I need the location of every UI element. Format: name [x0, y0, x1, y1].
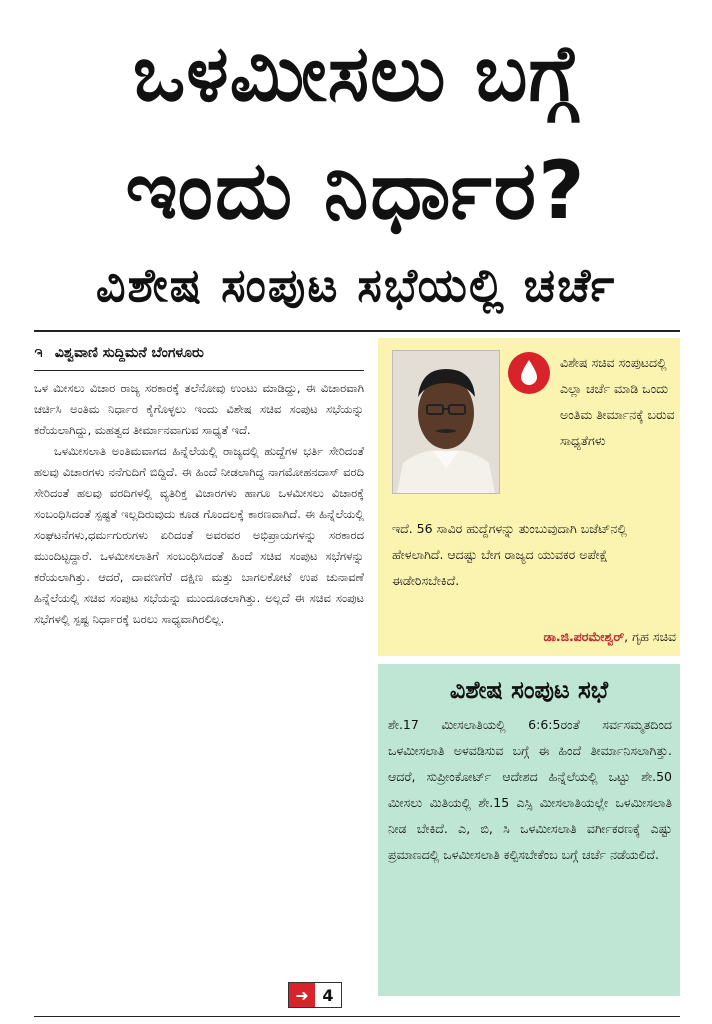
- article-body: [34, 378, 364, 998]
- quote-author-role: , ಗೃಹ ಸಚಿವ: [624, 629, 676, 644]
- continued-page-link[interactable]: [288, 982, 342, 1008]
- quote-attribution: [420, 626, 676, 648]
- quote-text-bottom: ಇದೆ. 56 ಸಾವಿರ ಹುದ್ದೆಗಳನ್ನು ತುಂಬುವುದಾಗಿ ಬಜೆಟ್‌ನಲ್ಲಿ ಹೇಳಲಾಗಿದೆ. ಆದಷ್ಟು ಬೇಗ ರಾಜ್ಯದ ಯುವಕರ ಅಪೇಕ್ಷೆ ಈಡೇರಿಸಬೇಕಿದೆ.: [392, 521, 627, 588]
- byline-text: ವಿಶ್ವವಾಣಿ ಸುದ್ದಿಮನೆ ಬೆಂಗಳೂರು: [54, 345, 204, 361]
- bottom-divider: [34, 1016, 680, 1017]
- article-paragraph: ಒಳಮೀಸಲಾತಿ ಅಂತಿಮವಾಗದ ಹಿನ್ನೆಲೆಯಲ್ಲಿ ರಾಜ್ಯದಲ್ಲಿ ಹುದ್ದೆಗಳ ಭರ್ತಿ ಸೇರಿದಂತೆ ಹಲವು ವಿಚಾರಗಳು ನನೆಗುದಿಗೆ ಬಿದ್ದಿದೆ. ಈ ಹಿಂದೆ ನೀಡಲಾಗಿದ್ದ ನಾಗಮೋಹನದಾಸ್ ವರದಿ ಸೇರಿದಂತೆ ಹಲವು ವರದಿಗಳಲ್ಲಿ ವ್ಯತಿರಿಕ್ತ ವಿಚಾರಗಳು ಹಾಗೂ ಒಳಮೀಸಲು ವಿಚಾರಕ್ಕೆ ಸಂಬಂಧಿಸಿದಂತೆ ಸ್ಪಷ್ಟತೆ ಇಲ್ಲದಿರುವುದು ಕೂಡ ಗೊಂದಲಕ್ಕೆ ಕಾರಣವಾಗಿದೆ. ಈ ಹಿನ್ನೆಲೆಯಲ್ಲಿ ಸಂಘಟನೆಗಳು,ಧರ್ಮಗುರುಗಳು ಏರಿದಂತೆ ಅವರವರ ಅಭಿಪ್ರಾಯಗಳನ್ನು ಸರಕಾರದ ಮುಂದಿಟ್ಟದ್ದಾರೆ. ಒಳಮೀಸಲಾತಿಗೆ ಸಂಬಂಧಿಸಿದಂತೆ ಹಿಂದೆ ಸಚಿವ ಸಂಪುಟ ಸಭೆಗಳನ್ನು ಕರೆಯಲಾಗಿತ್ತು. ಆದರೆ, ದಾವಣಗೆರೆ ದಕ್ಷಿಣ ಮತ್ತು ಬಾಗಲಕೋಟೆ ಉಪ ಚುನಾವಣೆ ಹಿನ್ನೆಲೆಯಲ್ಲಿ ಸಚಿವ ಸಂಪುಟ ಸಭೆಯನ್ನು ಮುಂದೂಡಲಾಗಿತ್ತು. ಅಲ್ಲದೆ ಈ ಸಚಿವ ಸಂಪುಟ ಸಭೆಗಳಲ್ಲಿ ಸ್ಪಷ್ಟ ನಿರ್ಧಾರಕ್ಕೆ ಬರಲು ಸಾಧ್ಯವಾಗಿರಲಿಲ್ಲ.: [34, 444, 364, 626]
- page-number: 4: [315, 983, 341, 1007]
- byline: [34, 340, 364, 366]
- quote-drop-icon: [506, 350, 552, 396]
- quote-text-top: ವಿಶೇಷ ಸಚಿವ ಸಂಪುಟದಲ್ಲಿ ಎಲ್ಲಾ ಚರ್ಚೆ ಮಾಡಿ ಒಂದು ಅಂತಿಮ ತೀರ್ಮಾನಕ್ಕೆ ಬರುವ ಸಾಧ್ಯತೆಗಳು: [560, 355, 675, 448]
- cabinet-box-title: ವಿಶೇಷ ಸಂಪುಟ ಸಭೆ: [449, 676, 609, 704]
- top-divider: [34, 330, 680, 332]
- portrait-photo: [392, 350, 500, 494]
- headline-line-1: ಒಳಮೀಸಲು ಬಗ್ಗೆ: [132, 29, 580, 119]
- article-paragraph: ಒಳ ಮೀಸಲು ವಿಚಾರ ರಾಜ್ಯ ಸರಕಾರಕ್ಕೆ ತಲೆನೋವು ಉಂಟು ಮಾಡಿದ್ದು, ಈ ವಿಚಾರವಾಗಿ ಚರ್ಚಿಸಿ ಅಂತಿಮ ನಿರ್ಧಾರ ಕೈಗೊಳ್ಳಲು ಇಂದು ವಿಶೇಷ ಸಚಿವ ಸಂಪುಟ ಸಭೆಯನ್ನು ಕರೆಯಲಾಗಿದ್ದು, ಮಹತ್ವದ ತೀರ್ಮಾನವಾಗುವ ಸಾಧ್ಯತೆ ಇದೆ.: [34, 381, 364, 437]
- quote-author-name: ಡಾ.ಜಿ.ಪರಮೇಶ್ವರ್: [543, 629, 625, 644]
- subheadline: ವಿಶೇಷ ಸಂಪುಟ ಸಭೆಯಲ್ಲಿ ಚರ್ಚೆ: [95, 258, 617, 312]
- arrow-right-icon: ➜: [289, 983, 315, 1007]
- person-photo-icon: [393, 351, 499, 493]
- byline-divider: [34, 370, 364, 371]
- headline-line-2: ಇಂದು ನಿರ್ಧಾರ?: [125, 144, 587, 237]
- news-source-icon: ຈ: [34, 345, 43, 361]
- cabinet-box-text: ಶೇ.17 ಮೀಸಲಾತಿಯಲ್ಲಿ 6:6:5ರಂತೆ ಸರ್ವಸಮ್ಮತದಿಂದ ಒಳಮೀಸಲಾತಿ ಅಳವಡಿಸುವ ಬಗ್ಗೆ ಈ ಹಿಂದೆ ತೀರ್ಮಾನಿಸಲಾಗಿತ್ತು. ಆದರೆ, ಸುಪ್ರೀಂಕೋರ್ಟ್ ಆದೇಶದ ಹಿನ್ನೆಲೆಯಲ್ಲಿ ಒಟ್ಟು ಶೇ.50 ಮೀಸಲು ಮಿತಿಯಲ್ಲಿ ಶೇ.15 ಎಸ್ಸಿ ಮೀಸಲಾತಿಯಲ್ಲೇ ಒಳಮೀಸಲಾತಿ ನೀಡ ಬೇಕಿದೆ. ಎ, ಬಿ, ಸಿ ಒಳಮೀಸಲಾತಿ ವರ್ಗೀಕರಣಕ್ಕೆ ಎಷ್ಟು ಪ್ರಮಾಣದಲ್ಲಿ ಒಳಮೀಸಲಾತಿ ಕಲ್ಪಿಸಬೇಕೆಂಬ ಬಗ್ಗೆ ಚರ್ಚೆ ನಡೆಯಲಿದೆ.: [388, 717, 672, 862]
